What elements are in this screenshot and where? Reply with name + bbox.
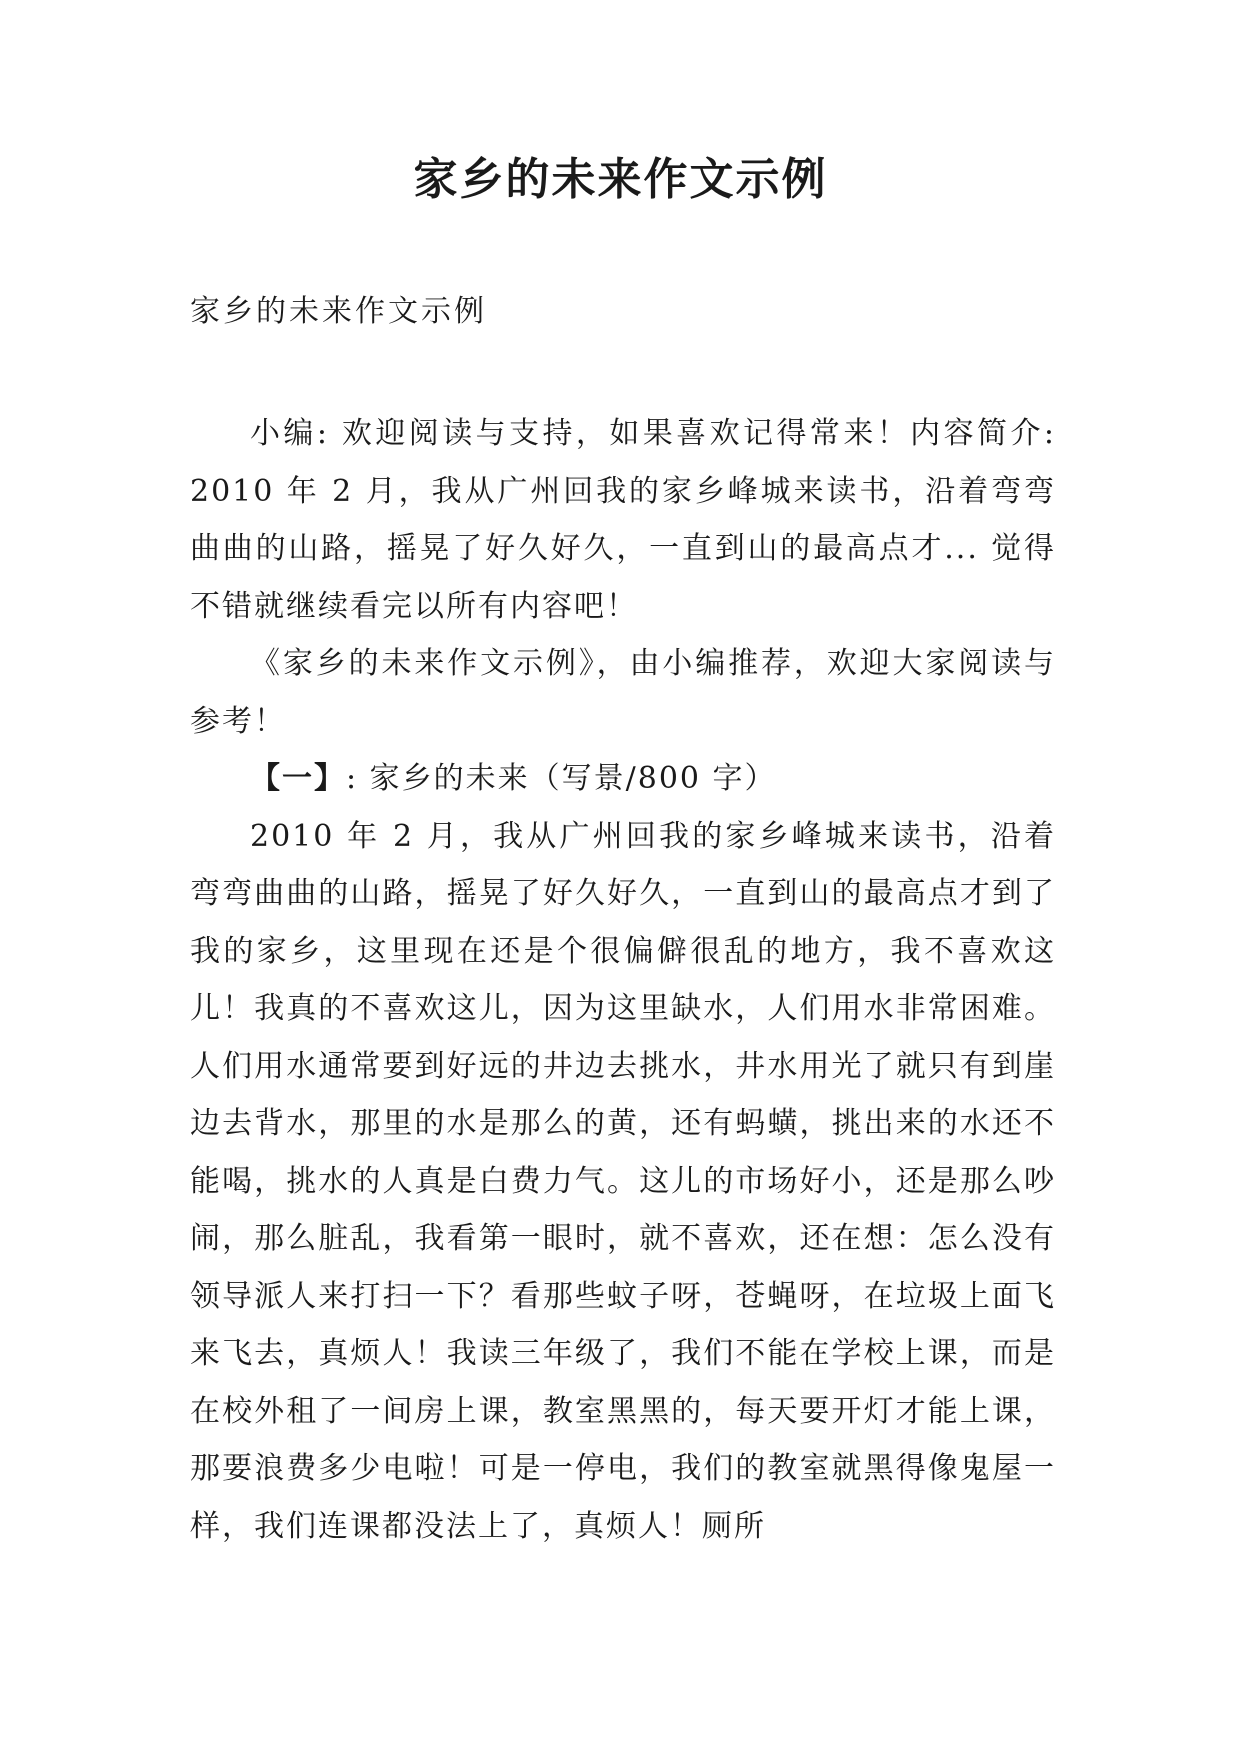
- main-paragraph: 2010 年 2 月，我从广州回我的家乡峰城来读书，沿着弯弯曲曲的山路，摇晃了好久好久，一直到山的最高点才到了我的家乡，这里现在还是个很偏僻很乱的地方，我不喜欢这儿！我真的不喜欢这儿，因为这里缺水，人们用水非常困难。人们用水通常要到好远的井边去挑水，井水用光了就只有到崖边去背水，那里的水是那么的黄，还有蚂蟥，挑出来的水还不能喝，挑水的人真是白费力气。这儿的市场好小，还是那么吵闹，那么脏乱，我看第一眼时，就不喜欢，还在想：怎么没有领导派人来打扫一下？看那些蚊子呀，苍蝇呀，在垃圾上面飞来飞去，真烦人！我读三年级了，我们不能在学校上课，而是在校外租了一间房上课，教室黑黑的，每天要开灯才能上课，那要浪费多少电啦！可是一停电，我们的教室就黑得像鬼屋一样，我们连课都没法上了，真烦人！厕所: [190, 818, 1056, 1544]
- intro-paragraph: 小编: 欢迎阅读与支持，如果喜欢记得常来！内容简介: 2010 年 2 月，我从广州回我的家乡峰城来读书，沿着弯弯曲曲的山路，摇晃了好久好久，一直到山的最高点才... 觉得不错就继续看完以所有内容吧！: [190, 416, 1056, 624]
- section-heading: [190, 750, 1056, 808]
- section-heading-text: : 家乡的未来（写景/800 字）: [346, 761, 777, 796]
- document-subtitle: 家乡的未来作文示例: [190, 294, 487, 329]
- document-title: 家乡的未来作文示例: [413, 154, 828, 205]
- recommend-paragraph: 《家乡的未来作文示例》，由小编推荐，欢迎大家阅读与参考！: [190, 646, 1056, 739]
- section-bracket-label: 【一】: [250, 761, 346, 796]
- document-body: [190, 405, 1056, 1555]
